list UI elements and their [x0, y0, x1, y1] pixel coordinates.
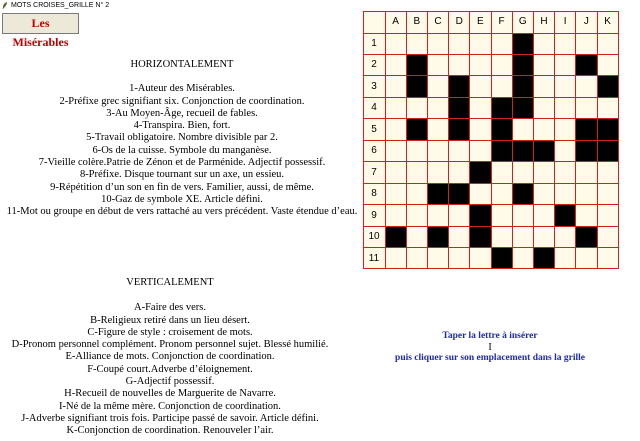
- grid-cell-e8[interactable]: [470, 183, 491, 204]
- column-header-k: K: [597, 11, 618, 33]
- black-cell: [406, 54, 427, 75]
- black-cell: [449, 76, 470, 97]
- grid-cell-i8[interactable]: [555, 183, 576, 204]
- grid-cell-j4[interactable]: [576, 97, 597, 118]
- grid-cell-g7[interactable]: [512, 162, 533, 183]
- grid-cell-e2[interactable]: [470, 54, 491, 75]
- grid-cell-b7[interactable]: [406, 162, 427, 183]
- vertical-clue: K-Conjonction de coordination. Renouveler l’air.: [66, 425, 274, 437]
- grid-cell-h3[interactable]: [533, 76, 554, 97]
- horizontal-clue: 11-Mot ou groupe en début de vers rattaché au vers précédent. Vaste étendue d’eau.: [6, 206, 358, 218]
- black-cell: [512, 183, 533, 204]
- grid-cell-c6[interactable]: [427, 140, 448, 161]
- vertical-clue: C-Figure de style : croisement de mots.: [87, 326, 253, 338]
- vertical-clue: B-Religieux retiré dans un lieu désert.: [90, 314, 250, 326]
- black-cell: [449, 97, 470, 118]
- column-header-e: E: [470, 11, 491, 33]
- grid-cell-k1[interactable]: [597, 33, 618, 54]
- grid-cell-c1[interactable]: [427, 33, 448, 54]
- grid-cell-h1[interactable]: [533, 33, 554, 54]
- row-header-1: 1: [363, 33, 385, 54]
- vertical-clue: H-Recueil de nouvelles de Marguerite de Navarre.: [64, 388, 276, 400]
- row-header-8: 8: [363, 183, 385, 204]
- row-header-4: 4: [363, 97, 385, 118]
- black-cell: [512, 97, 533, 118]
- grid-cell-f9[interactable]: [491, 205, 512, 226]
- grid-cell-c7[interactable]: [427, 162, 448, 183]
- horizontal-clues: [0, 59, 364, 219]
- grid-line: [363, 54, 618, 55]
- grid-cell-h9[interactable]: [533, 205, 554, 226]
- column-header-a: A: [385, 11, 406, 33]
- black-cell: [491, 119, 512, 140]
- black-cell: [385, 226, 406, 247]
- instruction-line-2: puis cliquer sur son emplacement dans la grille: [395, 353, 585, 363]
- grid-cell-d10[interactable]: [449, 226, 470, 247]
- grid-cell-h4[interactable]: [533, 97, 554, 118]
- grid-cell-i2[interactable]: [555, 54, 576, 75]
- black-cell: [576, 119, 597, 140]
- grid-cell-c11[interactable]: [427, 248, 448, 269]
- black-cell: [470, 162, 491, 183]
- grid-line: [363, 97, 618, 98]
- black-cell: [576, 54, 597, 75]
- grid-cell-j8[interactable]: [576, 183, 597, 204]
- window-titlebar: [0, 0, 640, 11]
- black-cell: [406, 76, 427, 97]
- vertical-clues: [0, 277, 340, 438]
- horizontal-clue: 6-Os de la cuisse. Symbole du manganèse.: [92, 144, 272, 156]
- grid-cell-k2[interactable]: [597, 54, 618, 75]
- grid-cell-j9[interactable]: [576, 205, 597, 226]
- row-header-9: 9: [363, 205, 385, 226]
- grid-cell-j7[interactable]: [576, 162, 597, 183]
- horizontal-clue: 4-Transpira. Bien, fort.: [133, 120, 231, 132]
- column-header-j: J: [576, 11, 597, 33]
- crossword-grid: [363, 11, 618, 264]
- black-cell: [512, 33, 533, 54]
- grid-cell-e5[interactable]: [470, 119, 491, 140]
- grid-cell-h8[interactable]: [533, 183, 554, 204]
- grid-line: [363, 183, 618, 184]
- grid-line: [363, 140, 618, 141]
- grid-cell-k7[interactable]: [597, 162, 618, 183]
- horizontal-heading: HORIZONTALEMENT: [130, 59, 234, 70]
- column-header-g: G: [512, 11, 533, 33]
- grid-cell-a5[interactable]: [385, 119, 406, 140]
- horizontal-clue: 7-Vieille colère.Patrie de Zénon et de Parménide. Adjectif possessif.: [38, 157, 326, 169]
- grid-cell-f8[interactable]: [491, 183, 512, 204]
- black-cell: [512, 54, 533, 75]
- grid-cell-k10[interactable]: [597, 226, 618, 247]
- black-cell: [576, 226, 597, 247]
- grid-cell-g11[interactable]: [512, 248, 533, 269]
- grid-cell-h10[interactable]: [533, 226, 554, 247]
- grid-line: [363, 247, 618, 248]
- vertical-clue: E-Alliance de mots. Conjonction de coordination.: [65, 351, 275, 363]
- grid-cell-b9[interactable]: [406, 205, 427, 226]
- grid-cell-f3[interactable]: [491, 76, 512, 97]
- grid-cell-e6[interactable]: [470, 140, 491, 161]
- grid-cell-c3[interactable]: [427, 76, 448, 97]
- grid-cell-e11[interactable]: [470, 248, 491, 269]
- grid-cell-d6[interactable]: [449, 140, 470, 161]
- grid-cell-a2[interactable]: [385, 54, 406, 75]
- grid-cell-g10[interactable]: [512, 226, 533, 247]
- grid-cell-i3[interactable]: [555, 76, 576, 97]
- grid-line: [363, 33, 618, 34]
- instructions: [390, 331, 590, 364]
- grid-cell-j1[interactable]: [576, 33, 597, 54]
- grid-cell-h7[interactable]: [533, 162, 554, 183]
- grid-cell-d7[interactable]: [449, 162, 470, 183]
- vertical-clue: J-Adverbe signifiant trois fois. Participe passé de savoir. Article défini.: [21, 412, 319, 424]
- row-header-11: 11: [363, 248, 385, 269]
- black-cell: [427, 183, 448, 204]
- grid-cell-h2[interactable]: [533, 54, 554, 75]
- horizontal-clue: 5-Travail obligatoire. Nombre divisible par 2.: [86, 132, 278, 144]
- grid-cell-e1[interactable]: [470, 33, 491, 54]
- vertical-clue: D-Pronom personnel complément. Pronom personnel sujet. Blessé humilié.: [11, 339, 329, 351]
- black-cell: [449, 119, 470, 140]
- horizontal-clue: 8-Préfixe. Disque tournant sur un axe, un essieu.: [79, 169, 285, 181]
- black-cell: [597, 119, 618, 140]
- grid-cell-c2[interactable]: [427, 54, 448, 75]
- grid-cell-f1[interactable]: [491, 33, 512, 54]
- grid-cell-c5[interactable]: [427, 119, 448, 140]
- grid-cell-c4[interactable]: [427, 97, 448, 118]
- grid-line: [363, 268, 618, 269]
- grid-cell-a4[interactable]: [385, 97, 406, 118]
- grid-cell-b11[interactable]: [406, 248, 427, 269]
- instruction-line-1: Taper la lettre à insérer: [442, 331, 538, 341]
- grid-line: [363, 226, 618, 227]
- grid-cell-f2[interactable]: [491, 54, 512, 75]
- theme-button[interactable]: Les Misérables: [2, 13, 79, 34]
- black-cell: [533, 140, 554, 161]
- grid-cell-a1[interactable]: [385, 33, 406, 54]
- black-cell: [512, 76, 533, 97]
- black-cell: [533, 248, 554, 269]
- horizontal-clue: 3-Au Moyen-Âge, recueil de fables.: [106, 107, 258, 119]
- grid-cell-i7[interactable]: [555, 162, 576, 183]
- window-title: MOTS CROISES_GRILLE N° 2: [11, 2, 110, 9]
- black-cell: [470, 226, 491, 247]
- text-cursor: I: [488, 342, 492, 353]
- grid-corner: [363, 11, 385, 33]
- feather-icon: [2, 2, 8, 9]
- black-cell: [470, 205, 491, 226]
- grid-line: [363, 75, 618, 76]
- grid-cell-f7[interactable]: [491, 162, 512, 183]
- black-cell: [555, 205, 576, 226]
- column-header-d: D: [449, 11, 470, 33]
- grid-cell-i11[interactable]: [555, 248, 576, 269]
- grid-cell-d1[interactable]: [449, 33, 470, 54]
- grid-cell-a9[interactable]: [385, 205, 406, 226]
- grid-cell-h5[interactable]: [533, 119, 554, 140]
- vertical-heading: VERTICALEMENT: [126, 277, 214, 288]
- grid-cell-g9[interactable]: [512, 205, 533, 226]
- horizontal-clue: 1-Auteur des Misérables.: [129, 83, 235, 95]
- grid-cell-k9[interactable]: [597, 205, 618, 226]
- grid-cell-d11[interactable]: [449, 248, 470, 269]
- vertical-clue: I-Né de la même mère. Conjonction de coordination.: [59, 400, 281, 412]
- horizontal-clue: 2-Préfixe grec signifiant six. Conjonction de coordination.: [59, 95, 305, 107]
- grid-cell-k11[interactable]: [597, 248, 618, 269]
- black-cell: [576, 140, 597, 161]
- grid-cell-j3[interactable]: [576, 76, 597, 97]
- row-header-10: 10: [363, 226, 385, 247]
- grid-cell-b6[interactable]: [406, 140, 427, 161]
- column-header-f: F: [491, 11, 512, 33]
- grid-cell-b10[interactable]: [406, 226, 427, 247]
- column-header-b: B: [406, 11, 427, 33]
- grid-line: [363, 11, 618, 12]
- grid-cell-i1[interactable]: [555, 33, 576, 54]
- grid-cell-e3[interactable]: [470, 76, 491, 97]
- grid-cell-i5[interactable]: [555, 119, 576, 140]
- grid-cell-e4[interactable]: [470, 97, 491, 118]
- row-header-2: 2: [363, 54, 385, 75]
- black-cell: [491, 248, 512, 269]
- grid-cell-d9[interactable]: [449, 205, 470, 226]
- black-cell: [491, 140, 512, 161]
- grid-cell-a11[interactable]: [385, 248, 406, 269]
- column-header-c: C: [427, 11, 448, 33]
- black-cell: [597, 140, 618, 161]
- column-header-h: H: [533, 11, 554, 33]
- grid-line: [363, 161, 618, 162]
- grid-cell-a6[interactable]: [385, 140, 406, 161]
- vertical-clue: A-Faire des vers.: [133, 302, 207, 314]
- grid-cell-i4[interactable]: [555, 97, 576, 118]
- grid-cell-b4[interactable]: [406, 97, 427, 118]
- grid-cell-b1[interactable]: [406, 33, 427, 54]
- grid-cell-k4[interactable]: [597, 97, 618, 118]
- row-header-5: 5: [363, 119, 385, 140]
- grid-cell-k8[interactable]: [597, 183, 618, 204]
- black-cell: [597, 76, 618, 97]
- grid-cell-b8[interactable]: [406, 183, 427, 204]
- grid-cell-i6[interactable]: [555, 140, 576, 161]
- horizontal-clue: 9-Répétition d’un son en fin de vers. Familier, aussi, de même.: [50, 181, 314, 193]
- grid-line: [363, 204, 618, 205]
- grid-cell-a7[interactable]: [385, 162, 406, 183]
- grid-cell-a3[interactable]: [385, 76, 406, 97]
- row-header-3: 3: [363, 76, 385, 97]
- black-cell: [427, 226, 448, 247]
- grid-cell-j11[interactable]: [576, 248, 597, 269]
- black-cell: [512, 140, 533, 161]
- grid-cell-g5[interactable]: [512, 119, 533, 140]
- grid-cell-f10[interactable]: [491, 226, 512, 247]
- row-header-6: 6: [363, 140, 385, 161]
- row-header-7: 7: [363, 162, 385, 183]
- grid-cell-i10[interactable]: [555, 226, 576, 247]
- horizontal-clue: 10-Gaz de symbole XE. Article défini.: [101, 193, 263, 205]
- grid-cell-c9[interactable]: [427, 205, 448, 226]
- vertical-clue: F-Coupé court.Adverbe d’éloignement.: [87, 363, 253, 375]
- vertical-clue: G-Adjectif possessif.: [125, 376, 215, 388]
- grid-line: [363, 118, 618, 119]
- grid-cell-a8[interactable]: [385, 183, 406, 204]
- column-header-i: I: [555, 11, 576, 33]
- black-cell: [449, 183, 470, 204]
- black-cell: [491, 97, 512, 118]
- grid-cell-d2[interactable]: [449, 54, 470, 75]
- black-cell: [406, 119, 427, 140]
